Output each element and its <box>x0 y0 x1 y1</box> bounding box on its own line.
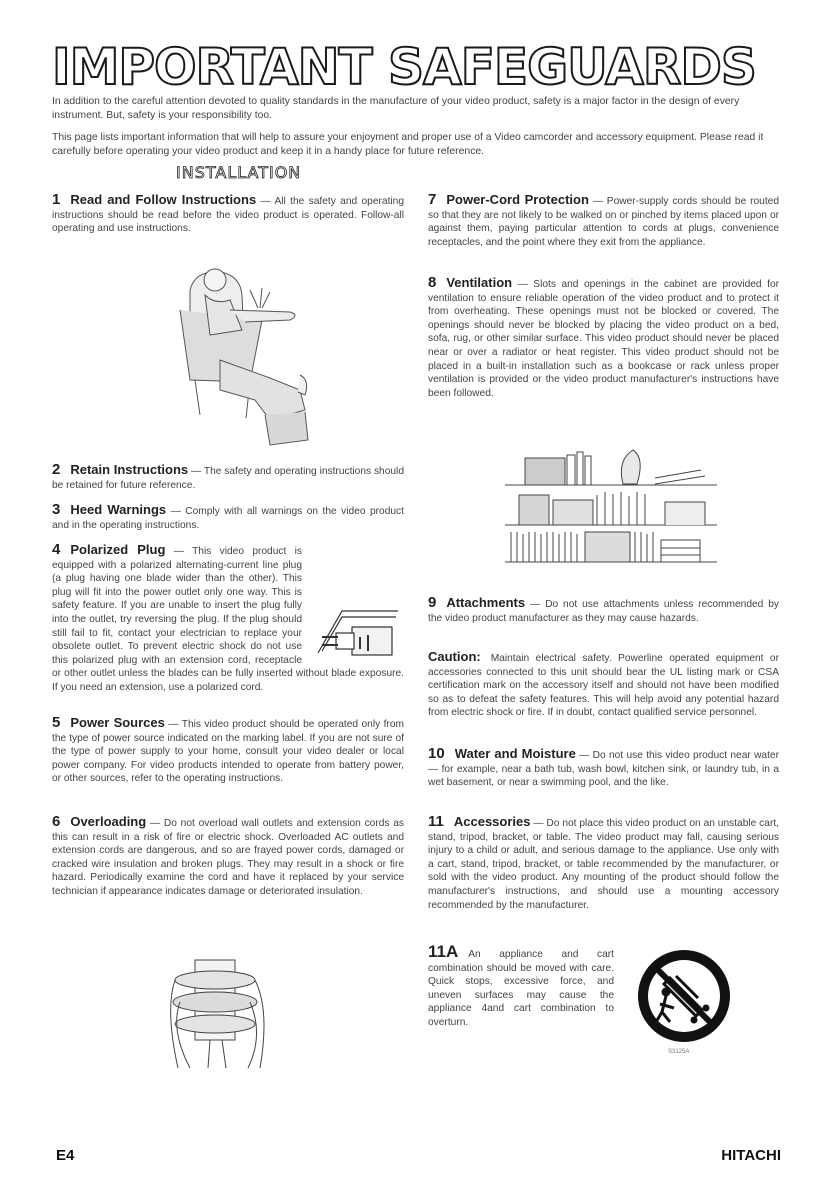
item-number: 4 <box>52 541 61 558</box>
item-number: 8 <box>428 274 437 291</box>
item-title: Attachments <box>446 595 526 610</box>
item-title: Ventilation <box>446 275 513 290</box>
cart-symbol-code: S3125A <box>668 1049 690 1055</box>
item-text: — All the safety and operating instructions should be read before the video product is operated. Follow-all operating and use instructions. <box>52 196 404 235</box>
item-text: — Do not overload wall outlets and extension cords as this can result in a risk of fire or electric shock. Overloaded AC outlets and extension cords are dangerous, and so are frayed power cords, damaged or cracked wire insulation and broken plugs. They may result in a shock or fire hazard. Periodically examine the cord and have it replaced by your service technician if appearance indicates damage or deteriorated insulation. <box>52 818 404 897</box>
item-number: 5 <box>52 714 61 731</box>
item-number: 3 <box>52 501 61 518</box>
item-number: 10 <box>428 745 445 762</box>
safeguard-item-4 <box>52 543 404 695</box>
item-text: — Comply with all warnings on the video product and in the operating instructions. <box>52 506 404 531</box>
item-title: Polarized Plug <box>70 542 166 557</box>
item-text: An appliance and cart combination should be moved with care. Quick stops, excessive force, and uneven surfaces may cause the appliance 4and cart combination to overturn. <box>428 949 614 1028</box>
item-text: — The safety and operating instructions should be retained for future reference. <box>52 466 404 491</box>
item-number: 9 <box>428 594 437 611</box>
bookcase-illustration <box>505 440 717 565</box>
caution-label: Caution: <box>428 649 481 664</box>
item-number: 11A <box>428 942 459 961</box>
item-number: 6 <box>52 813 61 830</box>
item-number: 2 <box>52 461 61 478</box>
section-heading-installation: INSTALLATION <box>176 163 302 182</box>
overloaded-outlet-illustration <box>160 950 275 1070</box>
safeguard-item-8 <box>428 276 779 400</box>
cart-tipover-warning-icon <box>636 948 732 1044</box>
intro-paragraph-2: This page lists important information that will help to assure your enjoyment and proper use of a Video camcorder and accessory equipment. Please read it carefully before operating your video product and keep it in a handy place for future reference. <box>52 132 764 157</box>
caution-text: Maintain electrical safety. Powerline operated equipment or accessories connected to this unit should bear the UL listing mark or CSA certification mark on the accessory itself and should not have been modified so as to defeat the safety features. This will help avoid any potential hazard from electric shock or fire. If in doubt, contact qualified service personnel. <box>428 653 779 719</box>
item-text: — Power-supply cords should be routed so that they are not likely to be walked on or pinched by items placed upon or against them, paying particular attention to cords at plugs, convenience receptacles, and the point where they exit from the appliance. <box>428 196 779 248</box>
caution-block <box>428 650 779 720</box>
item-number: 11 <box>428 813 444 830</box>
item-text: — Do not use this video product near water — for example, near a bath tub, wash bowl, kitchen sink, or laundry tub, in a wet basement, or near a swimming pool, and the like. <box>428 750 779 789</box>
item-title: Retain Instructions <box>70 462 189 477</box>
item-title: Overloading <box>70 814 147 829</box>
item-title: Read and Follow Instructions <box>70 192 257 207</box>
item-number: 1 <box>52 191 61 208</box>
item-text: — Slots and openings in the cabinet are provided for ventilation to ensure reliable operation of the video product and to protect it from overheating. These openings must not be blocked or covered. The openings should never be blocked by placing the video product on a bed, sofa, rug, or other similar surface. This video product should never be placed near or over a radiator or heat register. This video product should not be placed in a built-in installation such as a bookcase or rack unless proper ventilation is provided or the video product manufacturer's instructions have been followed. <box>428 279 779 399</box>
item-title: Accessories <box>453 814 531 829</box>
brand-name: HITACHI <box>721 1147 781 1164</box>
safeguard-item-11 <box>428 815 779 912</box>
item-text: — Do not use attachments unless recommended by the video product manufacturer as they may cause hazards. <box>428 599 779 624</box>
safeguard-item-5 <box>52 716 404 786</box>
intro-paragraph-1: In addition to the careful attention devoted to quality standards in the manufacture of your video product, safety is a major factor in the design of every instrument. But, safety is your responsibility too. <box>52 96 740 121</box>
item-title: Power Sources <box>70 715 165 730</box>
safeguard-item-7 <box>428 193 779 249</box>
safeguard-item-3 <box>52 503 404 532</box>
item-text: — Do not place this video product on an unstable cart, stand, tripod, bracket, or table. The video product may fall, causing serious injury to a child or adult, and serious damage to the appliance. Use only with a cart, stand, tripod, bracket, or table recommended by the manufacturer, or sold with the video product. Any mounting of the product should follow the manufacturer's instructions, and should use a mounting accessory recommended by the manufacturer. <box>428 818 779 911</box>
safeguard-item-11a <box>428 942 614 1030</box>
item-title: Heed Warnings <box>70 502 167 517</box>
safeguard-item-2 <box>52 463 404 492</box>
safeguard-item-10 <box>428 747 779 790</box>
item-title: Water and Moisture <box>454 746 576 761</box>
item-number: 7 <box>428 191 437 208</box>
item-title: Power-Cord Protection <box>446 192 589 207</box>
safeguard-item-1 <box>52 193 404 236</box>
page-title: IMPORTANT SAFEGUARDS <box>52 38 756 96</box>
page-number: E4 <box>56 1147 75 1164</box>
polarized-plug-illustration <box>312 603 404 659</box>
item-text: — This video product is equipped with a polarized alternating-current line plug (a plug having one blade wider than the other). This plug will fit into the power outlet only one way. This is safety feature. If you are unable to insert the plug fully into the outlet, try reversing the plug. If the plug should still fail to fit, contact your electrician to replace your obsolete outlet. To prevent electric shock do not use this polarized plug with an extension cord, receptacle or other outlet unless the blades can be fully inserted without blade exposure. If you need an extension, use a polarized cord. <box>52 546 404 693</box>
safeguard-item-6 <box>52 815 404 899</box>
item-text: — This video product should be operated only from the type of power source indicated on the marking label. If you are not sure of the type of power supply to your home, consult your video dealer or local power company. For video products intended to operate from battery power, or other sources, refer to the operating instructions. <box>52 719 404 785</box>
safeguard-item-9 <box>428 596 779 625</box>
armchair-illustration <box>150 250 310 450</box>
